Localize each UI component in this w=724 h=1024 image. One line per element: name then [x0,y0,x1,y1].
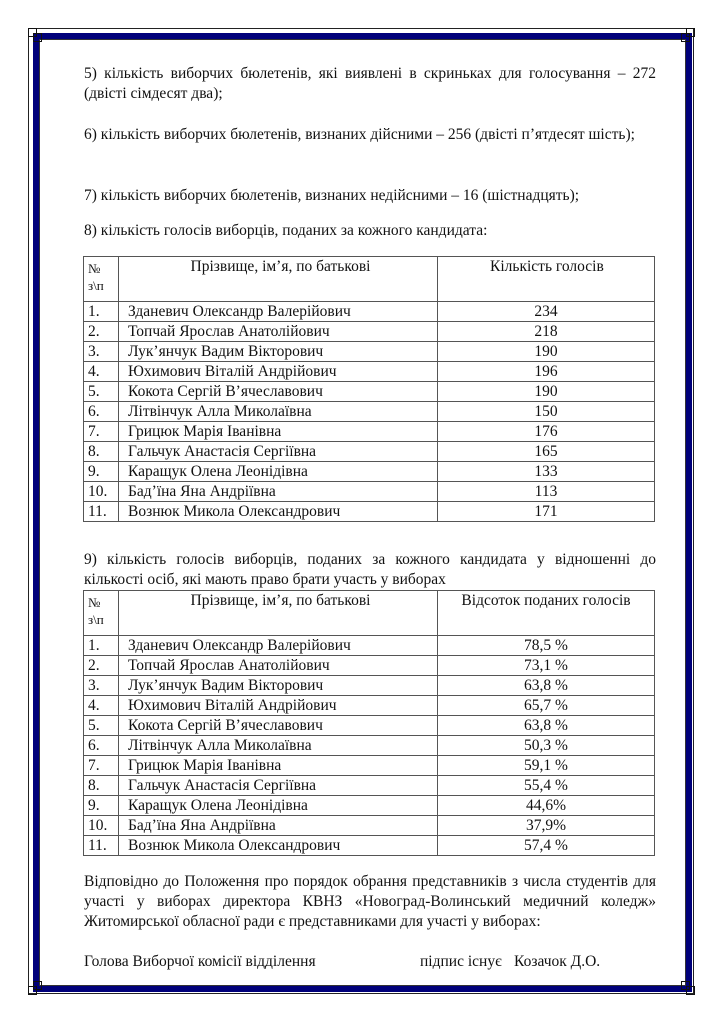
table-row [84,676,655,696]
table-row [84,422,655,442]
row-number: 2. [84,656,119,676]
row-value: 176 [438,422,655,442]
signatory-name: Козачок Д.О. [514,953,601,970]
row-value: 133 [438,462,655,482]
row-number: 11. [84,836,119,856]
item-9-percentage-heading: 9) кількість голосів виборців, поданих за кожного кандидата у відношенні до кількості осіб, які мають право брати участь у виборах [84,551,656,588]
table-row [84,482,655,502]
candidate-name: Каращук Олена Леонідівна [119,462,438,482]
table-row [84,776,655,796]
corner-ornament-bottom-right-inner [681,981,690,990]
candidate-name: Топчай Ярослав Анатолійович [119,656,438,676]
row-value: 196 [438,362,655,382]
row-value: 190 [438,382,655,402]
row-value: 55,4 % [438,776,655,796]
table-row [84,302,655,322]
signature-line [84,952,656,972]
row-number: 4. [84,362,119,382]
row-number: 10. [84,482,119,502]
table-row [84,836,655,856]
header-number: № з\п [84,591,119,636]
row-number: 3. [84,342,119,362]
conclusion-paragraph: Відповідно до Положення про порядок обрання представників з числа студентів для участі у виборах директора КВНЗ «Новоград-Волинський медичний коледж» Житомирської обласної ради є представниками для участі у виборах: [84,873,656,930]
header-full-name: Прізвище, ім’я, по батькові [119,591,438,636]
row-value: 44,6% [438,796,655,816]
row-number: 3. [84,676,119,696]
candidate-name: Кокота Сергій В’ячеславович [119,382,438,402]
row-value: 59,1 % [438,756,655,776]
item-6-valid-ballots: 6) кількість виборчих бюлетенів, визнаних дійсними – 256 (двісті п’ятдесят шість); [84,126,635,143]
candidate-name: Юхимович Віталій Андрійович [119,362,438,382]
header-percent: Відсоток поданих голосів [438,591,655,636]
row-number: 11. [84,502,119,522]
candidate-name: Топчай Ярослав Анатолійович [119,322,438,342]
row-value: 113 [438,482,655,502]
candidate-name: Лук’янчук Вадим Вікторович [119,342,438,362]
row-number: 9. [84,462,119,482]
candidate-name: Гальчук Анастасія Сергіївна [119,442,438,462]
row-value: 218 [438,322,655,342]
item-8-votes-heading: 8) кількість голосів виборців, поданих за кожного кандидата: [84,222,488,239]
row-value: 50,3 % [438,736,655,756]
row-number: 8. [84,442,119,462]
row-value: 190 [438,342,655,362]
corner-ornament-top-right-inner [681,33,690,42]
row-value: 57,4 % [438,836,655,856]
candidate-name: Грицюк Марія Іванівна [119,422,438,442]
header-full-name: Прізвище, ім’я, по батькові [119,257,438,302]
row-value: 65,7 % [438,696,655,716]
row-number: 2. [84,322,119,342]
table-row [84,362,655,382]
row-number: 6. [84,402,119,422]
row-number: 5. [84,716,119,736]
candidate-name: Зданевич Олександр Валерійович [119,302,438,322]
candidate-name: Вознюк Микола Олександрович [119,836,438,856]
corner-ornament-top-left-inner [33,33,42,42]
candidate-name: Юхимович Віталій Андрійович [119,696,438,716]
row-value: 150 [438,402,655,422]
row-number: 10. [84,816,119,836]
table-header-row [84,591,655,636]
row-number: 1. [84,636,119,656]
candidate-name: Бад’їна Яна Андріївна [119,482,438,502]
table-row [84,462,655,482]
table-row [84,736,655,756]
candidate-name: Кокота Сергій В’ячеславович [119,716,438,736]
votes-table [83,256,655,522]
signatory-title: Голова Виборчої комісії відділення [84,953,316,970]
candidate-name: Гальчук Анастасія Сергіївна [119,776,438,796]
candidate-name: Грицюк Марія Іванівна [119,756,438,776]
row-number: 9. [84,796,119,816]
row-number: 4. [84,696,119,716]
row-number: 1. [84,302,119,322]
row-number: 6. [84,736,119,756]
candidate-name: Літвінчук Алла Миколаївна [119,736,438,756]
table-row [84,636,655,656]
row-value: 37,9% [438,816,655,836]
table-row [84,816,655,836]
row-number: 7. [84,422,119,442]
table-row [84,502,655,522]
candidate-name: Лук’янчук Вадим Вікторович [119,676,438,696]
table-row [84,322,655,342]
item-5-ballots-found: 5) кількість виборчих бюлетенів, які виявлені в скриньках для голосування – 272 (двісті сімдесят два); [84,65,656,102]
row-value: 78,5 % [438,636,655,656]
table-row [84,796,655,816]
table-row [84,756,655,776]
candidate-name: Каращук Олена Леонідівна [119,796,438,816]
candidate-name: Зданевич Олександр Валерійович [119,636,438,656]
table-row [84,696,655,716]
item-7-invalid-ballots: 7) кількість виборчих бюлетенів, визнаних недійсними – 16 (шістнадцять); [84,187,580,204]
header-number: № з\п [84,257,119,302]
corner-ornament-bottom-left-inner [33,981,42,990]
table-row [84,342,655,362]
candidate-name: Бад’їна Яна Андріївна [119,816,438,836]
candidate-name: Літвінчук Алла Миколаївна [119,402,438,422]
table-row [84,402,655,422]
row-number: 8. [84,776,119,796]
signature-mark: підпис існує [420,953,502,970]
row-number: 7. [84,756,119,776]
row-value: 63,8 % [438,716,655,736]
candidate-name: Вознюк Микола Олександрович [119,502,438,522]
table-row [84,656,655,676]
table-row [84,382,655,402]
row-value: 63,8 % [438,676,655,696]
row-value: 171 [438,502,655,522]
row-value: 73,1 % [438,656,655,676]
row-value: 165 [438,442,655,462]
percentage-table [83,590,655,856]
row-value: 234 [438,302,655,322]
table-row [84,716,655,736]
table-row [84,442,655,462]
header-vote-count: Кількість голосів [438,257,655,302]
table-header-row [84,257,655,302]
row-number: 5. [84,382,119,402]
